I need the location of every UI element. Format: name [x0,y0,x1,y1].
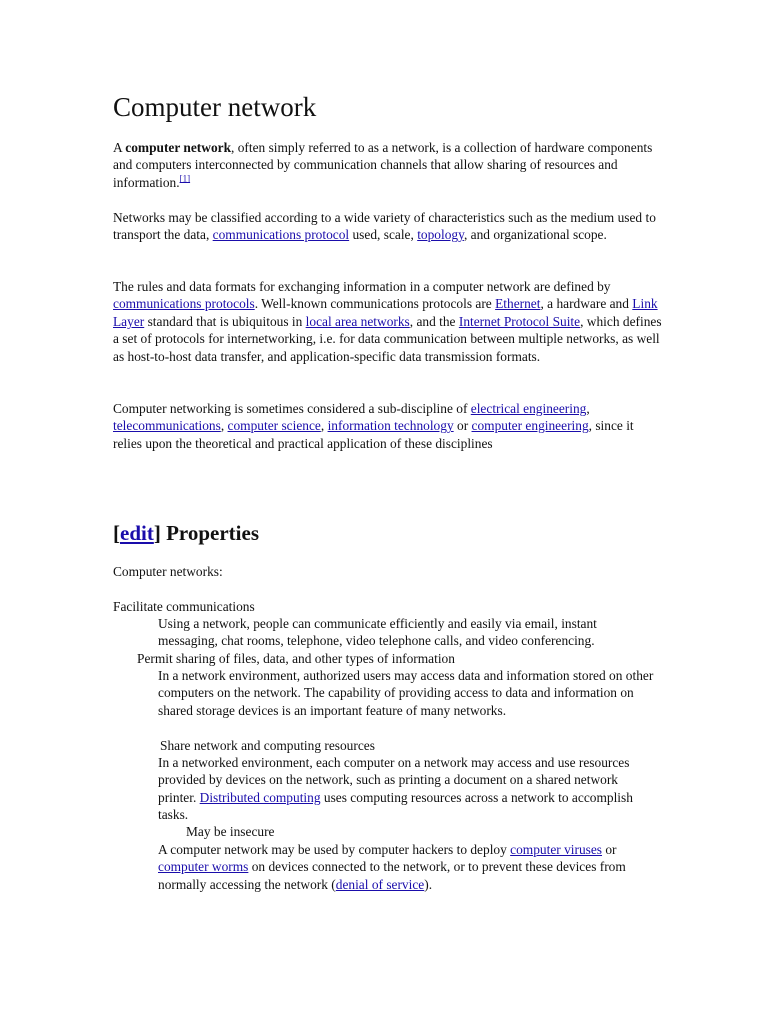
text: . Well-known communications protocols are [254,296,496,312]
text: , since it relies upon the theoretical and practical application of these disciplines [113,418,634,451]
edit-link[interactable]: edit [120,521,154,545]
section-title: Properties [160,521,259,545]
reference-link[interactable]: [1] [179,173,191,184]
text: , and the [409,313,459,329]
property-term-3: Share network and computing resources [160,738,375,753]
property-term-4: May be insecure [186,824,275,839]
text: , a hardware and [540,296,633,312]
text: , [586,401,590,416]
property-desc-2: In a network environment, authorized users may access data and information stored on other computers on the network. The capability of providing access to data and information on shared storage devices is an important feature of many networks. [158,668,654,718]
bold-term: computer network [125,140,232,155]
text: , which defines a set of protocols for internetworking, i.e. for data communication between multiple networks, as well as host-to-host data transfer, and application-specific data transmission formats. [113,313,662,364]
intro-paragraph-1 [113,139,663,191]
bracket: [ [113,521,120,545]
bracket: ] [153,521,161,545]
link-electrical-engineering[interactable]: electrical engineering [470,401,587,416]
text: , [220,418,228,434]
property-desc-3 [158,754,658,824]
page-title: Computer network [113,92,317,122]
section-heading-properties [113,519,259,547]
link-telecommunications[interactable]: telecommunications [113,418,221,434]
intro-paragraph-4 [113,400,663,452]
text: or [602,842,617,857]
link-computer-engineering[interactable]: computer engineering [471,418,589,434]
text: Computer networking is sometimes considered a sub-discipline of [113,401,471,416]
property-term-1: Facilitate communications [113,599,255,614]
text: ). [424,876,433,892]
text: , and organizational scope. [463,227,607,243]
text: used, scale, [349,227,418,243]
link-information-technology[interactable]: information technology [327,418,454,434]
intro-paragraph-2 [113,209,663,244]
text: standard that is ubiquitous in [144,313,306,329]
link-ethernet[interactable]: Ethernet [495,296,541,312]
text: uses computing resources across a network to accomplish tasks. [158,789,633,823]
link-distributed-computing[interactable]: Distributed computing [199,789,321,805]
link-internet-protocol-suite[interactable]: Internet Protocol Suite [458,313,581,329]
property-term-2: Permit sharing of files, data, and other types of information [137,651,455,666]
link-computer-viruses[interactable]: computer viruses [510,842,603,857]
property-desc-4 [158,841,638,893]
properties-intro: Computer networks: [113,564,223,579]
link-communications-protocol[interactable]: communications protocol [212,227,350,243]
link-computer-worms[interactable]: computer worms [158,859,249,875]
text: Networks may be classified according to a wide variety of characteristics such as the medium used to transport the data, [113,210,656,243]
link-link-layer[interactable]: Link Layer [113,296,658,329]
link-computer-science[interactable]: computer science [227,418,321,434]
link-denial-of-service[interactable]: denial of service [335,876,425,892]
intro-paragraph-3 [113,278,663,365]
text: A computer network may be used by computer hackers to deploy [158,842,511,857]
text: , often simply referred to as a network, is a collection of hardware components and computers interconnected by communication channels that allow sharing of resources and information. [113,140,653,190]
property-desc-1: Using a network, people can communicate efficiently and easily via email, instant messaging, chat rooms, telephone, video telephone calls, and video conferencing. [158,616,597,649]
text: or [453,418,472,434]
text: The rules and data formats for exchanging information in a computer network are defined by [113,279,611,294]
text: , [320,418,328,434]
link-topology[interactable]: topology [417,227,464,243]
link-communications-protocols[interactable]: communications protocols [113,296,255,312]
link-local-area-networks[interactable]: local area networks [305,313,410,329]
text: on devices connected to the network, or to prevent these devices from normally accessing the network ( [158,859,626,892]
text: In a networked environment, each computer on a network may access and use resources provided by devices on the network, such as printing a document on a shared network printer. [158,755,630,805]
text: A [113,140,126,155]
